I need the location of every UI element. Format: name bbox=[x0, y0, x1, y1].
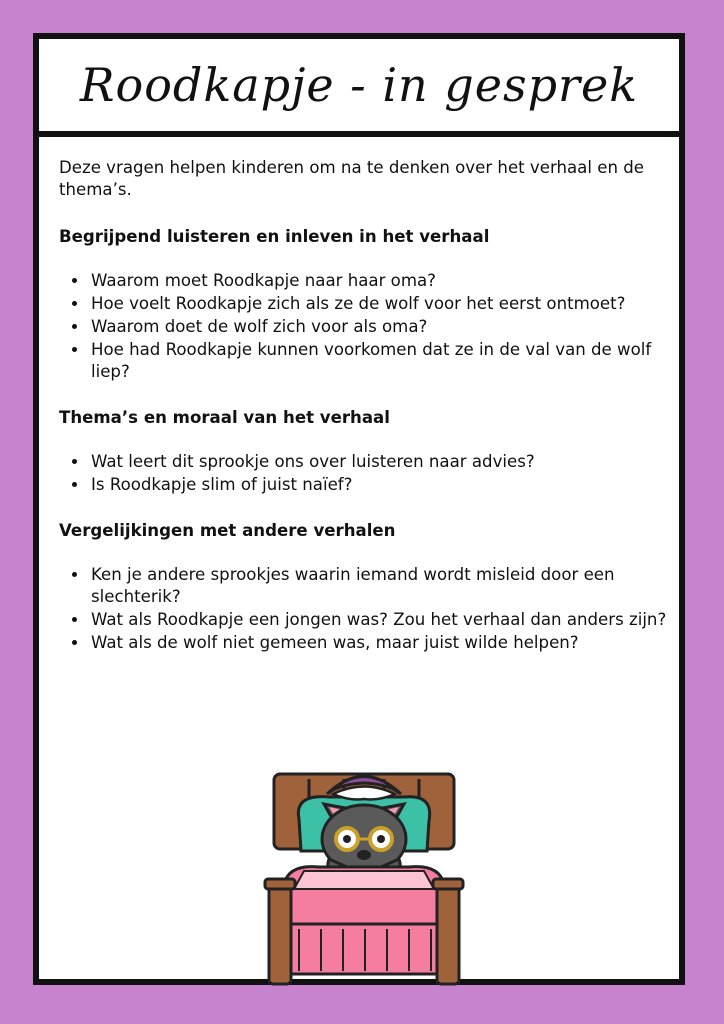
question-item: • Ken je andere sprookjes waarin iemand wordt misleid door een slechterik? bbox=[89, 564, 671, 608]
question-item: • Waarom doet de wolf zich voor als oma? bbox=[89, 316, 671, 338]
question-item: • Hoe voelt Roodkapje zich als ze de wolf voor het eerst ontmoet? bbox=[89, 293, 671, 315]
question-item: • Wat als de wolf niet gemeen was, maar juist wilde helpen? bbox=[89, 632, 671, 654]
bed-post-right bbox=[437, 884, 459, 984]
question-list-comparisons bbox=[59, 564, 671, 654]
intro-text: Deze vragen helpen kinderen om na te denken over het verhaal en de thema’s. bbox=[59, 158, 644, 199]
question-list-themes bbox=[59, 451, 671, 496]
section-heading-comparisons: Vergelijkingen met andere verhalen bbox=[59, 521, 396, 540]
question-item: • Wat leert dit sprookje ons over luisteren naar advies? bbox=[89, 451, 671, 473]
question-item: • Wat als Roodkapje een jongen was? Zou het verhaal dan anders zijn? bbox=[89, 609, 671, 631]
bed-post-left bbox=[269, 884, 291, 984]
question-item: • Hoe had Roodkapje kunnen voorkomen dat ze in de val van de wolf liep? bbox=[89, 339, 671, 383]
question-item: • Is Roodkapje slim of juist naïef? bbox=[89, 474, 671, 496]
question-item: • Waarom moet Roodkapje naar haar oma? bbox=[89, 270, 671, 292]
wolf-in-bed-illustration bbox=[229, 739, 499, 989]
section-heading-comprehension: Begrijpend luisteren en inleven in het verhaal bbox=[59, 227, 490, 246]
page-title: Roodkapje - in gesprek bbox=[79, 58, 639, 112]
section-heading-themes: Thema’s en moraal van het verhaal bbox=[59, 408, 390, 427]
worksheet-frame bbox=[33, 33, 685, 985]
title-bar bbox=[39, 39, 679, 137]
question-list-comprehension bbox=[59, 270, 671, 383]
wolf-head bbox=[322, 804, 406, 875]
worksheet-content bbox=[59, 157, 671, 678]
